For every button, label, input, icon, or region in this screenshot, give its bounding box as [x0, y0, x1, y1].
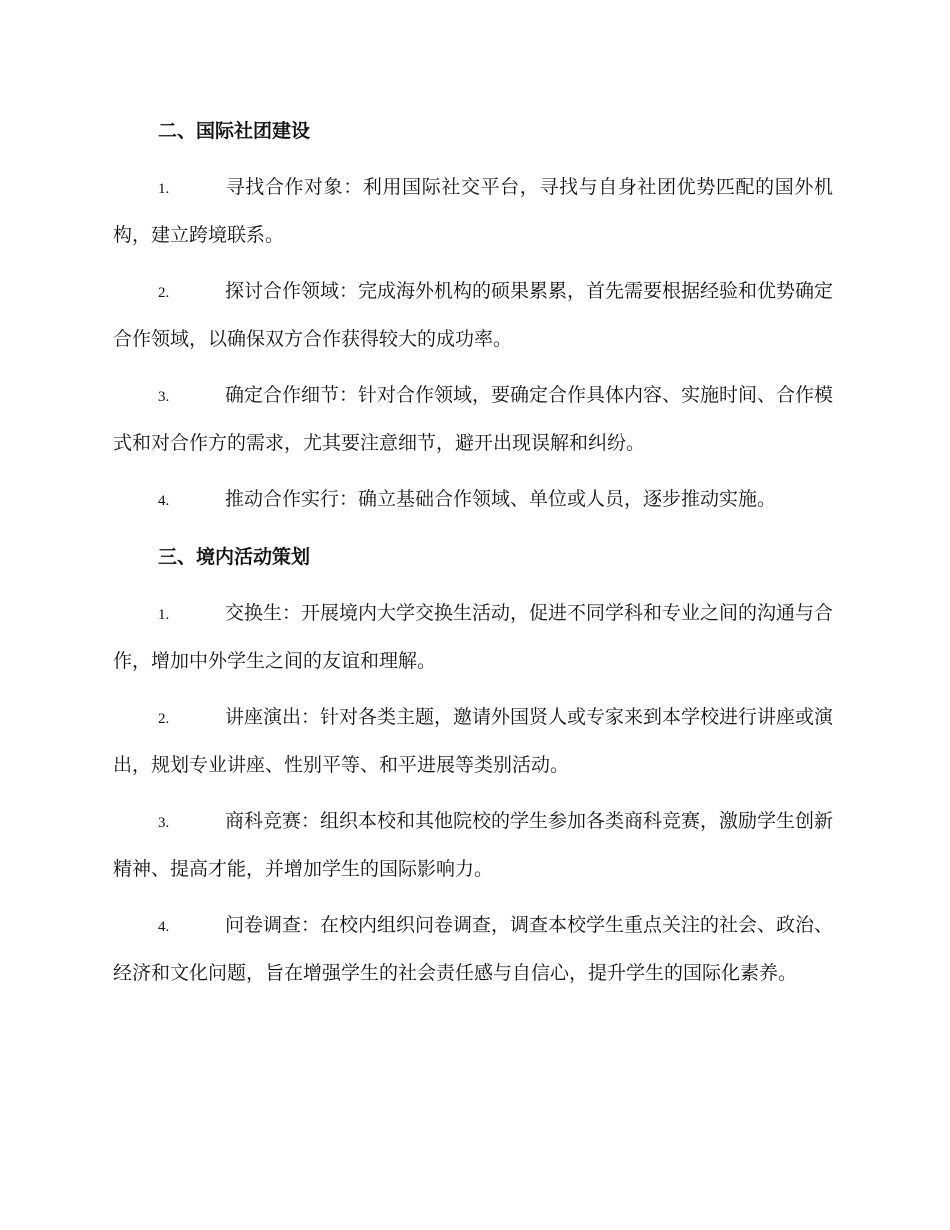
item-number: 1.: [158, 181, 170, 197]
list-item: [113, 798, 833, 892]
list-item: [113, 590, 833, 684]
section-heading: 三、境内活动策划: [158, 546, 311, 568]
list-item: [113, 164, 833, 258]
section-international-clubs: [113, 108, 833, 524]
list-item: [113, 372, 833, 466]
item-text: 讲座演出：针对各类主题，邀请外国贤人或专家来到本学校进行讲座或演出，规划专业讲座、性别平等、和平进展等类别活动。: [113, 706, 834, 776]
item-text: 探讨合作领域：完成海外机构的硕果累累，首先需要根据经验和优势确定合作领域，以确保双方合作获得较大的成功率。: [113, 280, 834, 350]
list-item: [113, 268, 833, 362]
item-number: 3.: [158, 815, 170, 831]
item-number: 4.: [158, 493, 170, 509]
section-domestic-activities: [113, 534, 833, 996]
item-text: 问卷调查：在校内组织问卷调查，调查本校学生重点关注的社会、政治、经济和文化问题，旨在增强学生的社会责任感与自信心，提升学生的国际化素养。: [113, 914, 834, 984]
list-item: [113, 694, 833, 788]
item-number: 4.: [158, 919, 170, 935]
item-text: 推动合作实行：确立基础合作领域、单位或人员，逐步推动实施。: [225, 488, 777, 510]
item-text: 商科竞赛：组织本校和其他院校的学生参加各类商科竞赛，激励学生创新精神、提高才能，并增加学生的国际影响力。: [113, 810, 834, 880]
section-heading: 二、国际社团建设: [158, 120, 311, 142]
item-text: 确定合作细节：针对合作领域，要确定合作具体内容、实施时间、合作模式和对合作方的需求，尤其要注意细节，避开出现误解和纠纷。: [113, 384, 834, 454]
item-number: 3.: [158, 389, 170, 405]
list-item: [113, 476, 833, 524]
item-text: 交换生：开展境内大学交换生活动，促进不同学科和专业之间的沟通与合作，增加中外学生之间的友谊和理解。: [113, 602, 834, 672]
item-number: 2.: [158, 285, 170, 301]
item-number: 2.: [158, 711, 170, 727]
item-number: 1.: [158, 607, 170, 623]
list-item: [113, 902, 833, 996]
item-text: 寻找合作对象：利用国际社交平台，寻找与自身社团优势匹配的国外机构，建立跨境联系。: [113, 176, 833, 246]
document-page: [113, 108, 833, 1006]
